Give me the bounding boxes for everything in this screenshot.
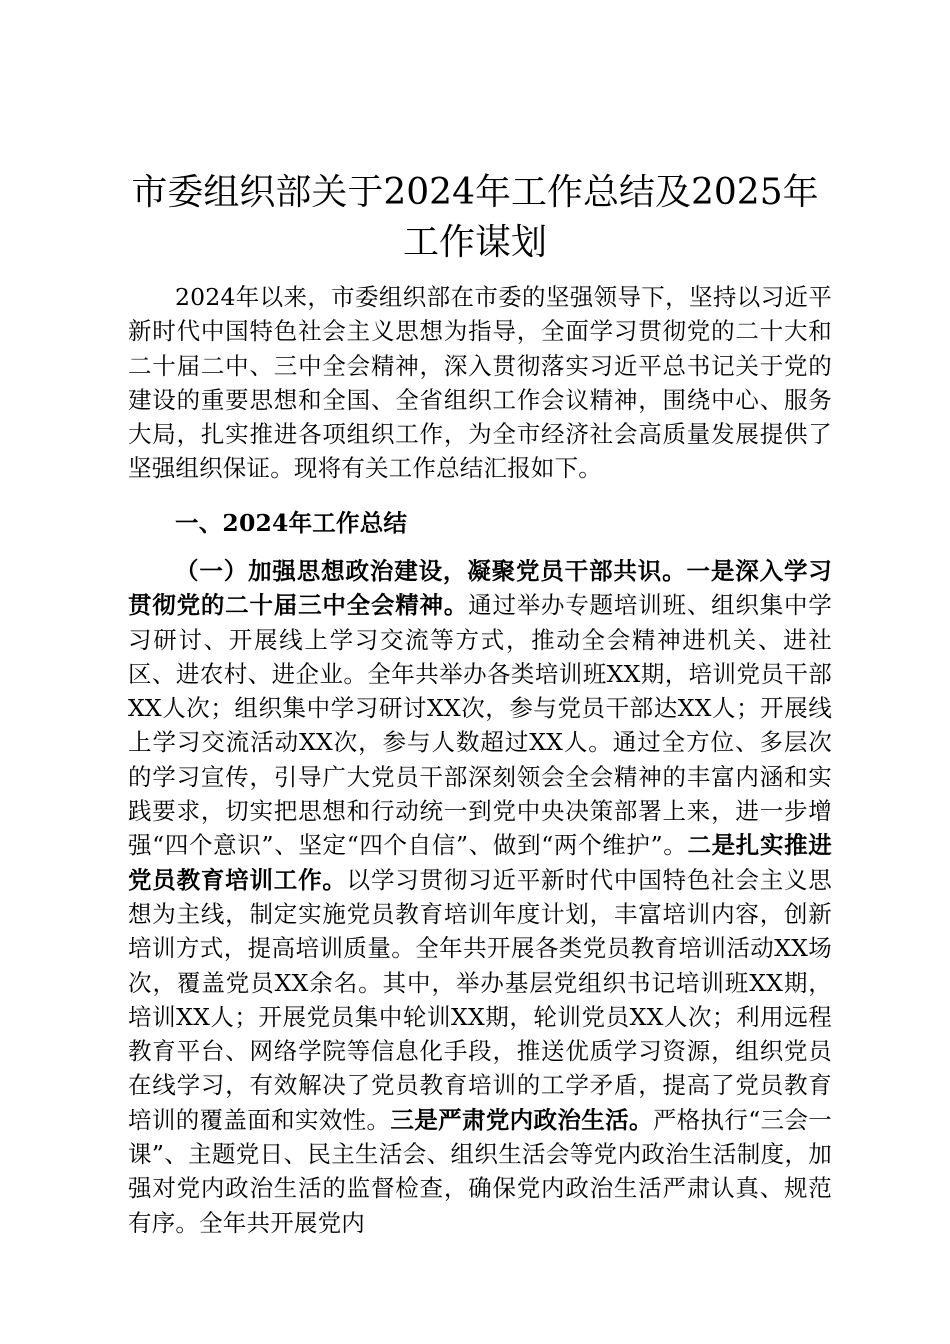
section-1-heading: （一）加强思想政治建设，凝聚党员干部共识。 — [175, 557, 687, 585]
document-title: 市委组织部关于2024年工作总结及2025年工作谋划 — [131, 172, 819, 263]
intro-paragraph: 2024年以来，市委组织部在市委的坚强领导下，坚持以习近平新时代中国特色社会主义思想为指导，全面学习贯彻党的二十大和二十届二中、三中全会精神，深入贯彻落实习近平总书记关于党的建设的重要思想和全国、全省组织工作会议精神，围绕中心、服务大局，扎实推进各项组织工作，为全市经济社会高质量发展提供了坚强组织保证。现将有关工作总结汇报如下。 — [128, 283, 832, 483]
point-2-title: 二是扎实推进党员教育培训工作。 — [128, 831, 832, 894]
point-2-text: 以学习贯彻习近平新时代中国特色社会主义思想为主线，制定实施党员教育培训年度计划，丰富培训内容，创新培训方式，提高培训质量。全年共开展各类党员教育培训活动XX场次，覆盖党员XX余名。其中，举办基层党组织书记培训班XX期，培训XX人；开展党员集中轮训XX期，轮训党员XX人次；利用远程教育平台、网络学院等信息化手段，推送优质学习资源，组织党员在线学习，有效解决了党员教育培训的工学矛盾，提高了党员教育培训的覆盖面和实效性。 — [128, 865, 832, 1134]
point-1-title: 一是深入学习贯彻党的二十届三中全会精神。 — [128, 557, 833, 620]
section-1-paragraph — [128, 554, 832, 1240]
section-heading-work-summary: 一、2024年工作总结 — [175, 509, 408, 537]
point-3-text: 严格执行“三会一课”、主题党日、民主生活会、组织生活会等党内政治生活制度，加强对党内政治生活的监督检查，确保党内政治生活严肃认真、规范有序。全年共开展党内 — [128, 1105, 833, 1237]
point-3-title: 三是严肃党内政治生活。 — [390, 1105, 653, 1134]
point-1-text: 通过举办专题培训班、组织集中学习研讨、开展线上学习交流等方式，推动全会精神进机关、进社区、进农村、进企业。全年共举办各类培训班XX期，培训党员干部XX人次；组织集中学习研讨XX次，参与党员干部达XX人；开展线上学习交流活动XX次，参与人数超过XX人。通过全方位、多层次的学习宣传，引导广大党员干部深刻领会全会精神的丰富内涵和实践要求，切实把思想和行动统一到党中央决策部署上来，进一步增强“四个意识”、坚定“四个自信”、做到“两个维护”。 — [128, 591, 832, 860]
